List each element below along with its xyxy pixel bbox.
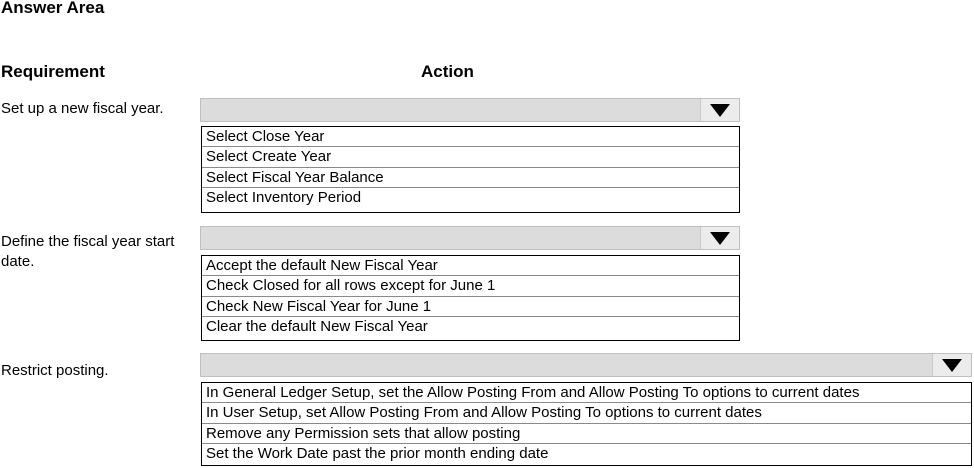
option-item[interactable]: Check New Fiscal Year for June 1 — [202, 297, 739, 317]
option-item[interactable]: Select Inventory Period — [206, 188, 362, 206]
option-item[interactable]: Select Fiscal Year Balance — [202, 168, 739, 188]
answer-area-title: Answer Area — [1, 0, 105, 17]
action-header: Action — [421, 62, 474, 81]
option-item[interactable]: Remove any Permission sets that allow posting — [202, 424, 971, 444]
option-item[interactable]: In User Setup, set Allow Posting From and Allow Posting To options to current dates — [202, 403, 971, 423]
requirement-text-3: Restrict posting. — [1, 362, 109, 379]
options-list-3 — [201, 382, 972, 466]
option-item[interactable]: Check Closed for all rows except for June 1 — [202, 276, 739, 296]
option-item[interactable]: In General Ledger Setup, set the Allow Posting From and Allow Posting To options to current dates — [202, 383, 971, 403]
option-item[interactable]: Select Close Year — [202, 127, 739, 147]
chevron-down-icon — [710, 232, 730, 245]
option-item[interactable]: Select Create Year — [202, 147, 739, 167]
requirement-text-2: Define the fiscal year start date. — [1, 233, 175, 270]
chevron-down-icon — [710, 104, 730, 117]
dropdown-toggle-1[interactable] — [700, 99, 739, 121]
dropdown-toggle-3[interactable] — [932, 354, 971, 376]
requirement-text-1: Set up a new fiscal year. — [1, 100, 164, 117]
action-dropdown-3[interactable] — [200, 353, 972, 377]
option-item[interactable]: Set the Work Date past the prior month ending date — [206, 444, 549, 462]
options-list-2 — [201, 255, 740, 341]
option-item[interactable]: Clear the default New Fiscal Year — [206, 317, 428, 335]
chevron-down-icon — [942, 359, 962, 372]
action-dropdown-1[interactable] — [200, 98, 740, 122]
action-dropdown-2[interactable] — [200, 226, 740, 250]
dropdown-toggle-2[interactable] — [700, 227, 739, 249]
options-list-1 — [201, 126, 740, 213]
requirement-header: Requirement — [1, 62, 105, 81]
option-item[interactable]: Accept the default New Fiscal Year — [202, 256, 739, 276]
